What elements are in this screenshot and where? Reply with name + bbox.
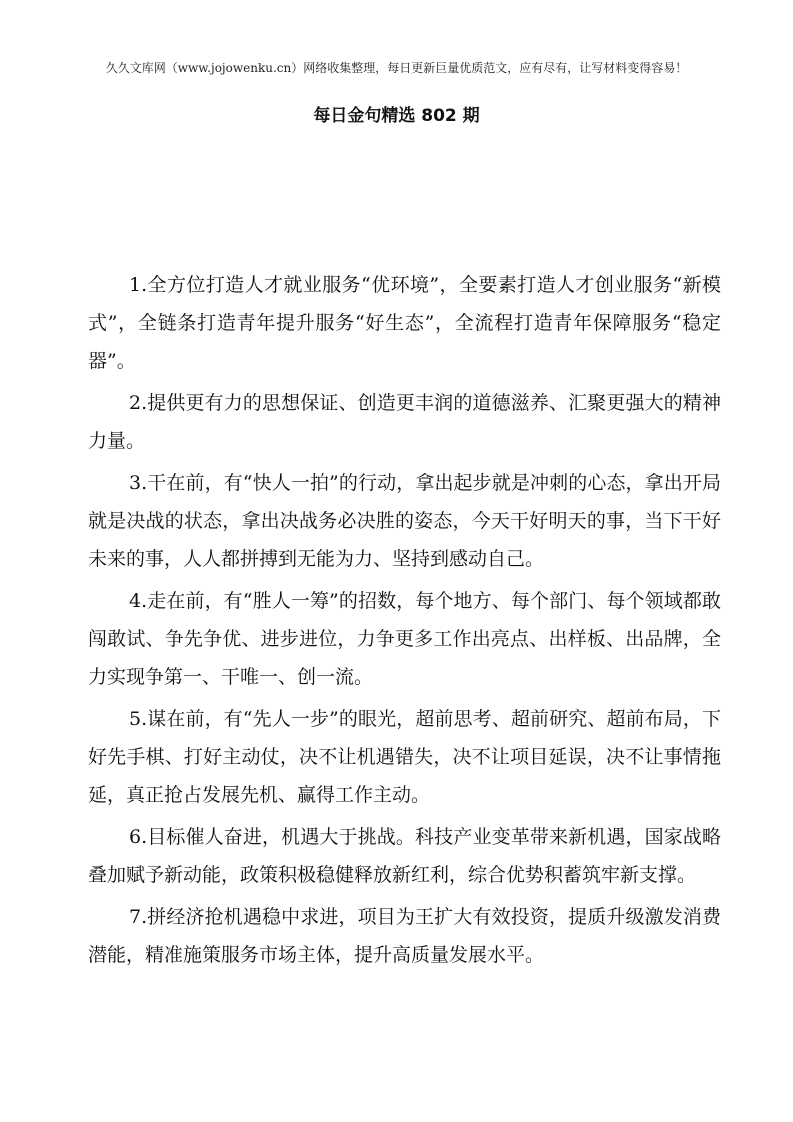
paragraph-1: 1.全方位打造人才就业服务“优环境”，全要素打造人才创业服务“新模式”，全链条打造青年提升服务“好生态”，全流程打造青年保障服务“稳定器”。 — [88, 274, 721, 372]
page-header: 久久文库网（www.jojowenku.cn）网络收集整理，每日更新巨量优质范文，应有尽有，让写材料变得容易！ — [105, 61, 688, 75]
document-body — [88, 266, 721, 978]
paragraph-4: 4.走在前，有“胜人一筹”的招数，每个地方、每个部门、每个领域都敢闯敢试、争先争优、进步进位，力争更多工作出亮点、出样板、出品牌，全力实现争第一、干唯一、创一流。 — [88, 590, 721, 688]
document-title: 每日金句精选 802 期 — [313, 106, 480, 126]
paragraph-5: 5.谋在前，有“先人一步”的眼光，超前思考、超前研究、超前布局，下好先手棋、打好主动仗，决不让机遇错失，决不让项目延误，决不让事情拖延，真正抢占发展先机、赢得工作主动。 — [88, 708, 721, 806]
paragraph-3: 3.干在前，有“快人一拍”的行动，拿出起步就是冲刺的心态，拿出开局就是决战的状态，拿出决战务必决胜的姿态，今天干好明天的事，当下干好未来的事，人人都拼搏到无能为力、坚持到感动自己。 — [88, 472, 721, 570]
paragraph-2: 2.提供更有力的思想保证、创造更丰润的道德滋养、汇聚更强大的精神力量。 — [88, 392, 721, 452]
paragraph-6: 6.目标催人奋进，机遇大于挑战。科技产业变革带来新机遇，国家战略叠加赋予新动能，政策积极稳健释放新红利，综合优势积蓄筑牢新支撑。 — [88, 826, 721, 886]
paragraph-7: 7.拼经济抢机遇稳中求进，项目为王扩大有效投资，提质升级激发消费潜能，精准施策服务市场主体，提升高质量发展水平。 — [88, 906, 721, 966]
